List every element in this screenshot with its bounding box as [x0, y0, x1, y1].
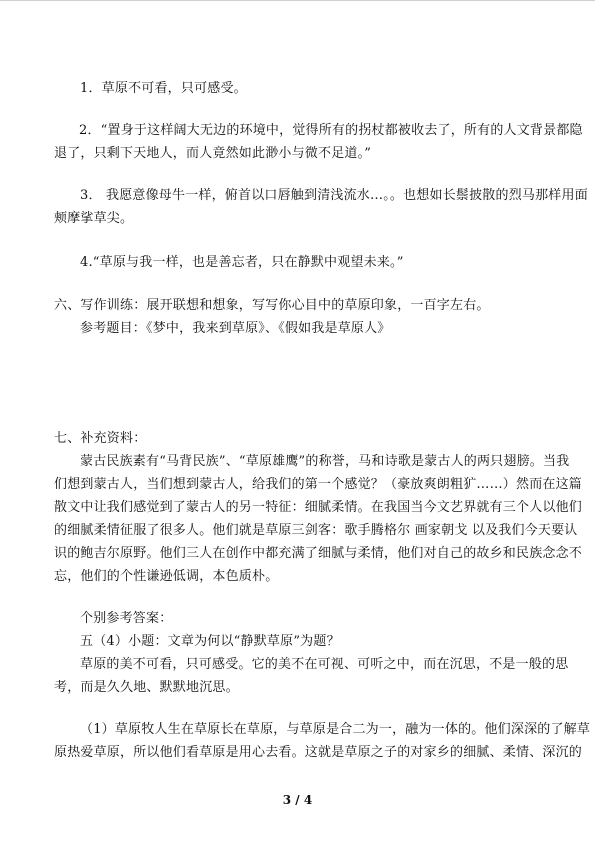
- answer-1-line-1: （1）草原牧人生在草原长在草原，与草原是合二为一，融为一体的。他们深深的了解草: [80, 722, 591, 737]
- answer-line-1: 草原的美不可看，只可感受。它的美不在可视、可听之中，而在沉思，不是一般的思: [80, 657, 569, 672]
- list-item-1: 1．草原不可看，只可感受。: [80, 81, 247, 96]
- supplement-line-2: 们想到蒙古人，当们想到蒙古人，给我们的第一个感觉？（豪放爽朗粗犷……）然而在这篇: [54, 477, 583, 492]
- supplement-line-4: 的细腻柔情征服了很多人。他们就是草原三剑客：歌手腾格尔 画家朝戈 以及我们今天要认: [54, 523, 578, 538]
- list-item-2-line-2: 退了，只剩下天地人，而人竟然如此渺小与微不足道。”: [54, 146, 372, 161]
- section-6-topics: 参考题目：《梦中，我来到草原》、《假如我是草原人》: [80, 321, 391, 336]
- list-item-3-line-1: 3． 我愿意像母牛一样，俯首以口唇触到清浅流水…。。也想如长鬃披散的烈马那样用面: [80, 188, 588, 203]
- supplement-line-5: 识的鲍吉尔原野。他们三人在创作中都充满了细腻与柔情，他们对自己的故乡和民族念念不: [54, 546, 583, 561]
- section-7-heading: 七、补充资料：: [54, 431, 147, 446]
- answer-1-line-2: 原热爱草原，所以他们看草原是用心去看。这就是草原之子的对家乡的细腻、柔情、深沉的: [54, 745, 583, 760]
- page-number: 3 / 4: [282, 793, 313, 807]
- list-item-3-line-2: 颊摩挲草尖。: [54, 211, 134, 226]
- supplement-line-1: 蒙古民族素有“马背民族”、“草原雄鹰”的称誉，马和诗歌是蒙古人的两只翅膀。当我: [80, 454, 570, 469]
- list-item-4: 4.“草原与我一样，也是善忘者，只在静默中观望未来。”: [80, 255, 404, 270]
- answers-heading: 个别参考答案：: [80, 611, 173, 626]
- supplement-line-6: 忘，他们的个性谦逊低调，本色质朴。: [54, 569, 279, 584]
- list-item-2-line-1: 2．“置身于这样阔大无边的环境中，觉得所有的拐杖都被收去了，所有的人文背景都隐: [79, 123, 583, 138]
- answer-line-2: 考，而是久久地、默默地沉思。: [54, 680, 239, 695]
- section-6-heading: 六、写作训练：展开联想和想象，写写你心目中的草原印象，一百字左右。: [54, 298, 490, 313]
- supplement-line-3: 散文中让我们感觉到了蒙古人的另一特征：细腻柔情。在我国当今文艺界就有三个人以他们: [54, 500, 583, 515]
- answer-5-4-question: 五（4）小题：文章为何以“静默草原”为题？: [80, 634, 340, 649]
